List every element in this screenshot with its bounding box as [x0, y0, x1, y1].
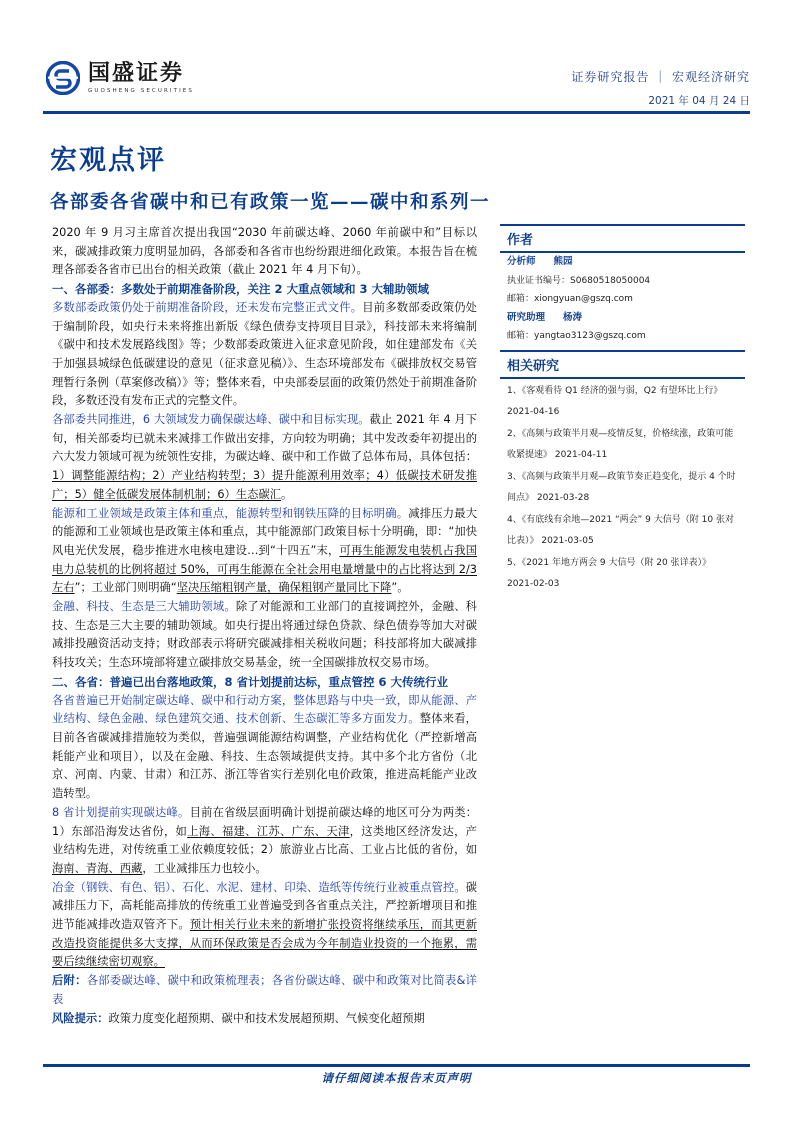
- underlined-text: 海南、青海、西藏: [52, 861, 143, 875]
- risk-note: [52, 1010, 477, 1029]
- paragraph-text: ”；工业部门则明确“: [74, 581, 177, 595]
- analyst-email[interactable]: 邮箱：xiongyuan@gszq.com: [507, 294, 633, 304]
- intro-paragraph: 2020 年 9 月习主席首次提出我国“2030 年前碳达峰、2060 年前碳中和”目标以来，碳减排政策力度明显加码，各部委和各省市也纷纷跟进细化政策。本报告旨在梳理各部委各省市已出台的相关政策（截止 2021 年 4 月下旬）。: [52, 226, 477, 277]
- authors-heading: 作者: [500, 224, 745, 253]
- lead-sentence: 8 省计划提前实现碳达峰。: [52, 805, 190, 819]
- underlined-text: 1）调整能源结构；2）产业结构转型；3）提升能源利用效率；4）低碳技术研发推广；5）健全低碳发展体制机制；6）生态碳汇: [52, 469, 477, 501]
- paragraph-text: 截止 2021 年 4 月下旬，相关部委均已就未来减排工作做出安排，方向较为明确；其中发改委年初提出的六大发力领域可视为统领性安排，为碳达峰、碳中和工作做了总体布局，具体包括：: [52, 413, 477, 464]
- assistant-role: 研究助理: [507, 311, 546, 323]
- logo-chinese-name: 国盛证券: [88, 61, 185, 86]
- header-divider: [43, 111, 750, 114]
- sidebar: [500, 224, 745, 596]
- risk-label: 风险提示：: [52, 1011, 109, 1025]
- company-logo: [46, 61, 194, 95]
- report-title: 各部委各省碳中和已有政策一览——碳中和系列一: [50, 192, 491, 213]
- analyst-row: [500, 253, 745, 272]
- paragraph-six-areas: [52, 411, 477, 505]
- related-research-heading: 相关研究: [500, 350, 745, 379]
- paragraph-ministries-stage: [52, 299, 477, 411]
- disclaimer-notice: 请仔细阅读本报告末页声明: [321, 1071, 472, 1085]
- paragraph-text: 碳减排压力下，高耗能高排放的传统重工业普遍受到各省重点关注，严控新增项目和推进节能减排改造双管齐下。: [52, 880, 477, 932]
- paragraph-text: 整体来看，目前各省碳减排措施较为类似，普遍强调能源结构调整，产业结构优化（严控新增高耗能产业和项目），以及在金融、科技、生态领域提供支持。其中多个北方省份（北京、河南、内蒙、甘肃）和江苏、浙江等省实行差别化电价政策，推进高耗能产业改造转型。: [52, 712, 477, 801]
- lead-sentence: 多数部委政策仍处于前期准备阶段，还未发布完整正式文件。: [52, 300, 363, 314]
- paragraph-text: 目前多数部委政策仍处于编制阶段，如央行未来将推出新版《绿色债券支持项目目录》，科技部未来将编制《碳中和技术发展路线图》等；少数部委政策进入征求意见阶段，如住建部发布《关于加强县城绿色低碳建设的意见（征求意见稿）》、生态环境部发布《碳排放权交易管理暂行条例（草案修改稿）》等；整体来看，中央部委层面的政策仍然处于前期准备阶段，多数还没有发布正式的完整文件。: [52, 300, 477, 408]
- analyst-name: 熊园: [553, 256, 573, 267]
- paragraph-text: ，这类地区经济发达，产业结构先进，对传统重工业依赖度较低；2）旅游业占比高、工业占比低的省份，如: [52, 824, 477, 857]
- underlined-text: 预计相关行业未来的新增扩张投资将继续承压，而其更新改造投资能提供多大支撑，从而环保政策是否会成为今年制造业投资的一个拖累，需要后续继续密切观察。: [52, 918, 477, 969]
- underlined-text: 坚决压缩粗钢产量，确保粗钢产量同比下降: [176, 581, 392, 595]
- lead-sentence: 金融、科技、生态是三大辅助领域。: [52, 600, 236, 614]
- lead-sentence: 能源和工业领域是政策主体和重点，能源转型和钢铁压降的目标明确。: [52, 506, 409, 520]
- footer-divider: [43, 1064, 750, 1067]
- appendix-label: 后附：: [52, 974, 87, 988]
- main-body: [52, 224, 477, 1028]
- paragraph-text: 除了对能源和工业部门的直接调控外，金融、科技、生态是三大主要的辅助领域。如央行提出将通过绿色贷款、绿色债券等加大对碳减排投融资活动支持；财政部表示将研究碳减排相关税收问题；科技部将加大碳减排科技攻关；生态环境部将建立碳排放交易基金，统一全国碳排放权交易市场。: [52, 600, 477, 670]
- paragraph-eight-provinces: [52, 804, 477, 879]
- assistant-email[interactable]: 邮箱：yangtao3123@gszq.com: [507, 331, 646, 341]
- paragraph-text: 减排压力最大的能源和工业领域也是政策主体和重点，其中能源部门政策目标十分明确，即：“加快风电光伏发展，稳步推进水电核电建设…到“十四五”末，: [52, 506, 477, 557]
- lead-sentence: 冶金（钢铁、有色、铝）、石化、水泥、建材、印染、造纸等传统行业被重点管控。: [52, 880, 466, 894]
- paragraph-text: 目前在省级层面明确计划提前碳达峰的地区可分为两类：1）东部沿海发达省份，如: [52, 805, 477, 838]
- logo-english-name: GUOSHENG SECURITIES: [88, 88, 194, 94]
- paragraph-provinces-plans: [52, 692, 477, 804]
- report-meta: [571, 68, 750, 108]
- related-research-list: [500, 379, 745, 596]
- report-date: 2021 年 04 月 24 日: [648, 95, 750, 107]
- risk-text: 政策力度变化超预期、碳中和技术发展超预期、气候变化超预期: [108, 1011, 425, 1025]
- lead-sentence: 各省普遍已开始制定碳达峰、碳中和行动方案，整体思路与中央一致，即从能源、产业结构、绿色金融、绿色建筑交通、技术创新、生态碳汇等多方面发力。: [52, 693, 477, 726]
- analyst-license: 执业证书编号：S0680518050004: [507, 275, 651, 286]
- analyst-role: 分析师: [507, 256, 536, 267]
- appendix-text: 各部委碳达峰、碳中和政策梳理表；各省份碳达峰、碳中和政策对比简表&详表: [52, 974, 477, 1006]
- guosheng-logo-icon: [46, 61, 80, 95]
- report-type: 证券研究报告 ｜ 宏观经济研究: [571, 70, 750, 84]
- paragraph-energy-industry: [52, 505, 477, 599]
- appendix-note: [52, 972, 477, 1009]
- paragraph-text: 。: [281, 487, 293, 501]
- heading-provinces: 二、各省：普遍已出台落地政策，8 省计划提前达标，重点管控 6 大传统行业: [52, 674, 449, 689]
- related-item[interactable]: 5、《2021 年地方两会 9 大信号（附 20 张详表）》 2021-02-03: [507, 557, 712, 589]
- underlined-text: 可再生能源发电装机占我国电力总装机的比例将超过 50%，可再生能源在全社会用电量增量中的占比将达到 2/3 左右: [52, 543, 477, 595]
- paragraph-auxiliary-areas: [52, 598, 477, 673]
- paragraph-text: ”。: [391, 581, 409, 595]
- related-item[interactable]: 4、《有底线有余地—2021 “两会” 9 大信号（附 10 张对比表）》 2021-03-05: [507, 514, 734, 546]
- paragraph-traditional-industries: [52, 879, 477, 973]
- related-item[interactable]: 2、《高频与政策半月观—疫情反复，价格续涨，政策可能收紧提速》 2021-04-11: [507, 428, 734, 460]
- related-item[interactable]: 1、《客观看待 Q1 经济的强与弱，Q2 有望环比上行》 2021-04-16: [507, 385, 723, 417]
- lead-sentence: 各部委共同推进，6 大领域发力确保碳达峰、碳中和目标实现。: [52, 413, 370, 427]
- assistant-row: [500, 309, 745, 328]
- related-item[interactable]: 3、《高频与政策半月观—政策节奏正趋变化，提示 4 个时间点》 2021-03-28: [507, 471, 736, 503]
- underlined-text: 上海、福建、江苏、广东、天津: [187, 824, 350, 838]
- section-title: 宏观点评: [50, 145, 166, 176]
- heading-ministries: 一、各部委：多数处于前期准备阶段，关注 2 大重点领域和 3 大辅助领域: [52, 282, 430, 297]
- assistant-name: 杨涛: [563, 311, 583, 323]
- paragraph-text: ，工业减排压力也较小。: [142, 861, 267, 875]
